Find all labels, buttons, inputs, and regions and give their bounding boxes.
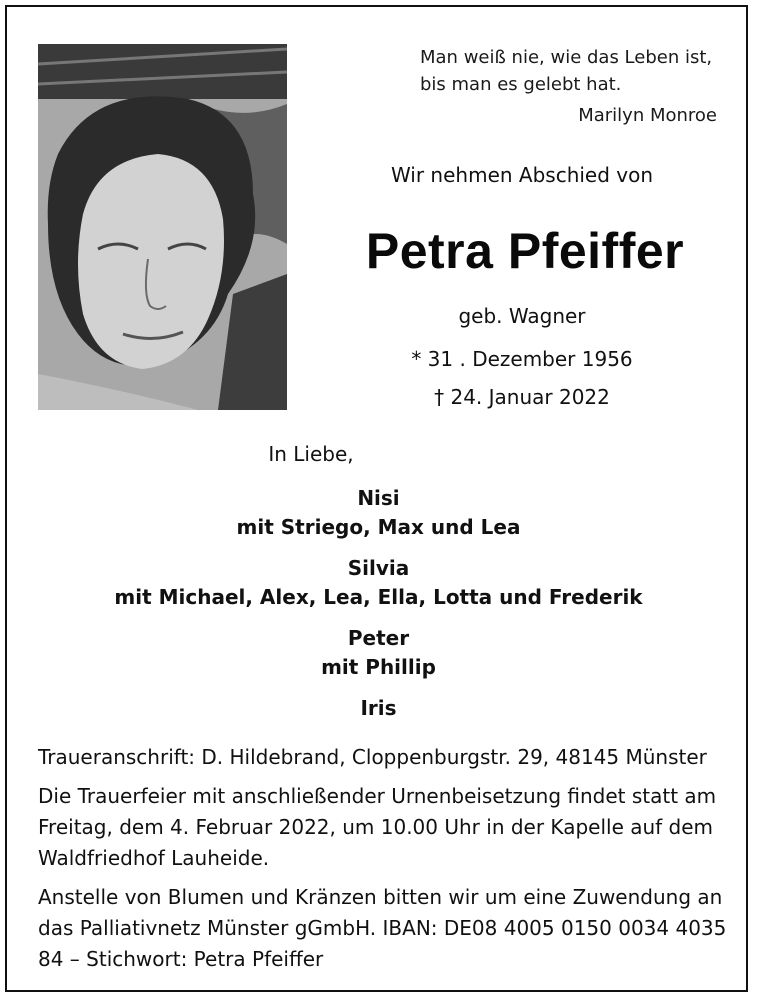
quote-line-1: Man weiß nie, wie das Leben ist, [420, 47, 713, 68]
ceremony-details: Die Trauerfeier mit anschließender Urnenbeisetzung findet statt am Freitag, dem 4. Februar 2022, um 10.00 Uhr in der Kapelle auf dem Waldfriedhof Lauheide. [38, 784, 717, 870]
birth-date: * 31 . Dezember 1956 [411, 347, 633, 371]
family-group [0, 554, 757, 612]
family-member: Silvia [347, 556, 410, 580]
family-group [0, 624, 757, 682]
portrait-illustration [38, 44, 287, 410]
quote-author: Marilyn Monroe [578, 105, 717, 126]
footer-info [38, 742, 728, 983]
death-date: † 24. Januar 2022 [434, 385, 610, 409]
quote-line-2: bis man es gelebt hat. [420, 74, 622, 95]
portrait-photo [38, 44, 287, 410]
family-member: Peter [347, 626, 410, 650]
family-member: mit Phillip [321, 655, 436, 679]
deceased-name: Petra Pfeiffer [365, 223, 685, 279]
family-group [0, 484, 757, 542]
family-group [0, 694, 757, 723]
family-member: mit Michael, Alex, Lea, Ella, Lotta und Frederik [114, 585, 643, 609]
greeting: In Liebe, [268, 442, 354, 466]
family-member: Nisi [357, 486, 400, 510]
family-section [0, 440, 757, 723]
donation-request: Anstelle von Blumen und Kränzen bitten wir um eine Zuwendung an das Palliativnetz Münster gGmbH. IBAN: DE08 4005 0150 0034 4035 84 – Stichwort: Petra Pfeiffer [38, 885, 727, 971]
birth-name: geb. Wagner [458, 304, 586, 328]
farewell-intro: Wir nehmen Abschied von [390, 163, 654, 187]
family-member: mit Striego, Max und Lea [236, 515, 521, 539]
quote [420, 44, 720, 98]
family-member: Iris [360, 696, 397, 720]
mourning-address: Traueranschrift: D. Hildebrand, Cloppenburgstr. 29, 48145 Münster [38, 745, 707, 769]
